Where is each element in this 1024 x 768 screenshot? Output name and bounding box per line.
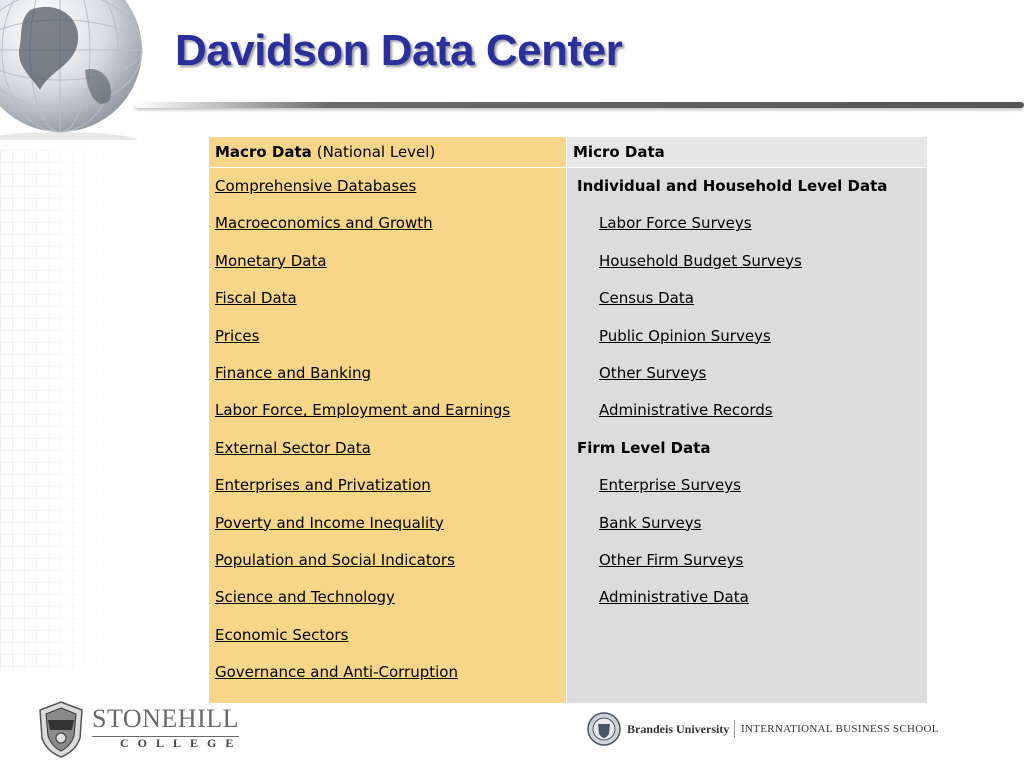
micro-data-link[interactable]: Labor Force Surveys — [599, 214, 752, 233]
stonehill-wordmark: STONEHILL — [92, 704, 239, 737]
macro-data-column — [209, 137, 567, 703]
macro-data-link[interactable]: Governance and Anti-Corruption — [215, 663, 458, 682]
macro-data-link[interactable]: Science and Technology — [215, 588, 395, 607]
micro-data-column — [567, 137, 927, 703]
macro-data-header-bold: Macro Data — [215, 143, 312, 161]
grid-background — [0, 150, 120, 670]
micro-data-link[interactable]: Administrative Data — [599, 588, 749, 607]
micro-data-link[interactable]: Administrative Records — [599, 401, 773, 420]
micro-data-link[interactable]: Public Opinion Surveys — [599, 326, 771, 345]
macro-data-link[interactable]: Poverty and Income Inequality — [215, 513, 444, 532]
macro-data-link[interactable]: Enterprises and Privatization — [215, 476, 431, 495]
micro-section-title: Firm Level Data — [577, 438, 711, 457]
micro-data-link[interactable]: Bank Surveys — [599, 513, 702, 532]
macro-data-link[interactable]: Fiscal Data — [215, 289, 297, 308]
brandeis-divider — [734, 720, 735, 738]
macro-data-header — [209, 137, 566, 168]
micro-data-link[interactable]: Other Surveys — [599, 364, 707, 382]
macro-data-link[interactable]: Monetary Data — [215, 251, 327, 270]
macro-data-link[interactable]: Finance and Banking — [215, 364, 372, 382]
stonehill-logo — [36, 700, 256, 760]
title-divider — [135, 102, 1024, 108]
micro-data-link[interactable]: Enterprise Surveys — [599, 476, 741, 495]
macro-data-header-qualifier: (National Level) — [316, 143, 436, 161]
brandeis-school-name: INTERNATIONAL BUSINESS SCHOOL — [741, 723, 939, 735]
globe-icon — [0, 0, 160, 140]
macro-data-link[interactable]: Prices — [215, 326, 260, 345]
macro-data-link[interactable]: External Sector Data — [215, 438, 371, 457]
brandeis-seal-icon — [587, 712, 621, 746]
brandeis-wordmark: Brandeis University — [627, 722, 730, 736]
macro-data-link[interactable]: Population and Social Indicators — [215, 551, 455, 569]
stonehill-subtitle: COLLEGE — [120, 736, 243, 750]
micro-data-link[interactable]: Household Budget Surveys — [599, 251, 802, 270]
macro-data-link[interactable]: Macroeconomics and Growth — [215, 214, 433, 233]
macro-data-link[interactable]: Economic Sectors — [215, 625, 349, 644]
micro-data-link[interactable]: Census Data — [599, 289, 694, 308]
macro-data-link[interactable]: Comprehensive Databases — [215, 177, 417, 195]
page-title: Davidson Data Center — [175, 26, 623, 75]
micro-section-title: Individual and Household Level Data — [577, 177, 888, 195]
micro-data-header: Micro Data — [567, 137, 927, 168]
data-directory-table — [209, 137, 927, 703]
micro-data-link[interactable]: Other Firm Surveys — [599, 551, 744, 569]
stonehill-seal-icon — [36, 700, 86, 758]
macro-data-link[interactable]: Labor Force, Employment and Earnings — [215, 401, 511, 420]
brandeis-logo — [587, 712, 947, 748]
